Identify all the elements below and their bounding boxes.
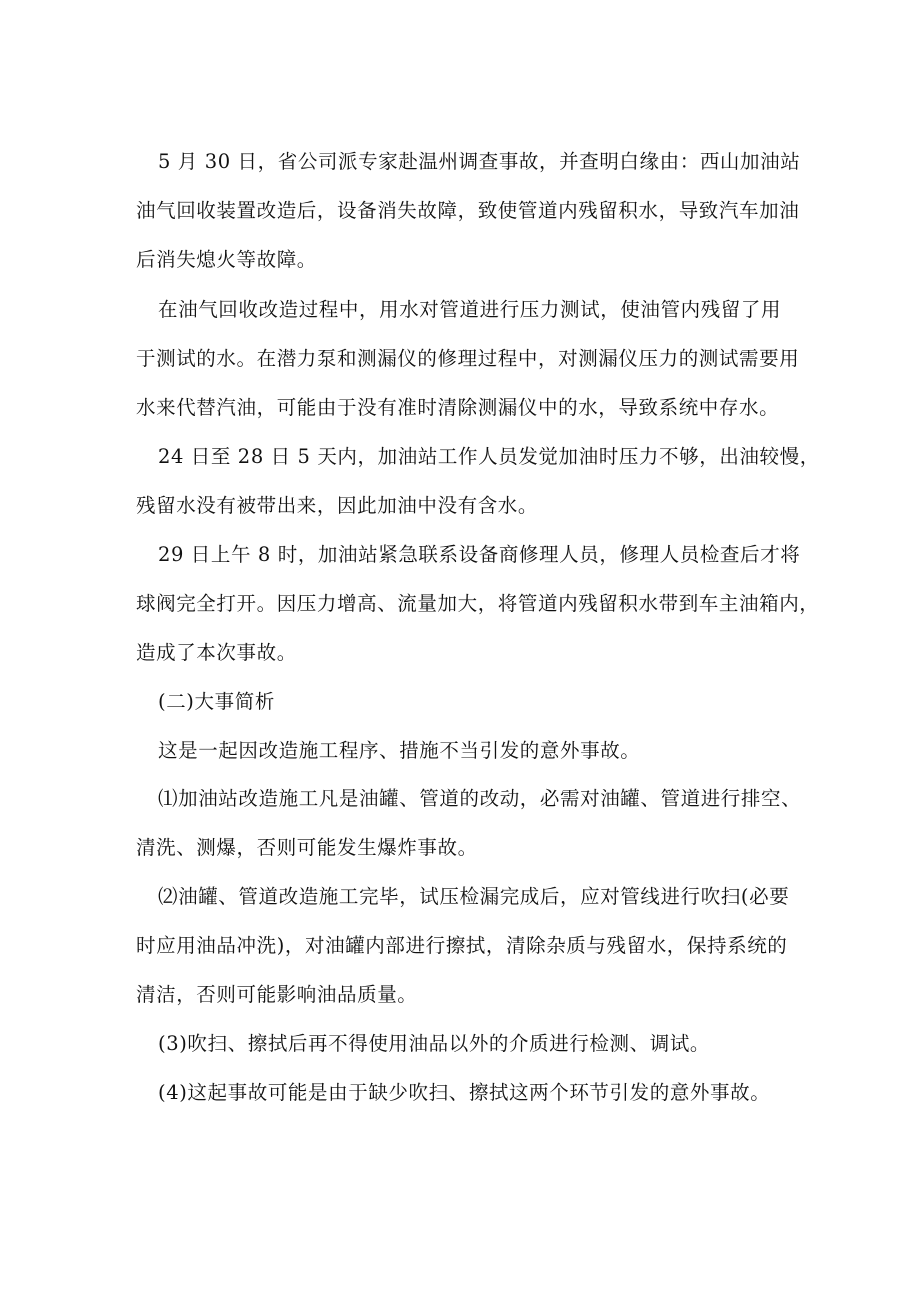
list-item-2 [136, 872, 788, 1019]
section-heading [136, 677, 788, 726]
paragraph-line: ⑵油罐、管道改造施工完毕，试压检漏完成后，应对管线进行吹扫(必要 [158, 885, 790, 908]
paragraph-6 [136, 726, 788, 775]
list-item-4 [136, 1068, 788, 1117]
paragraph-line: 造成了本次事故。 [136, 641, 297, 664]
paragraph-line: 在油气回收改造过程中，用水对管道进行压力测试，使油管内残留了用 [158, 298, 782, 321]
paragraph-line: 29 日上午 8 时，加油站紧急联系设备商修理人员，修理人员检查后才将 [158, 543, 801, 566]
paragraph-line: 24 日至 28 日 5 天内，加油站工作人员发觉加油时压力不够，出油较慢， [158, 445, 820, 468]
paragraph-line: 5 月 30 日，省公司派专家赴温州调查事故，并查明白缘由：西山加油站 [158, 150, 801, 173]
list-item-1 [136, 774, 802, 872]
paragraph-line: 水来代替汽油，可能由于没有准时清除测漏仪中的水，导致系统中存水。 [136, 396, 780, 419]
paragraph-line: 于测试的水。在潜力泵和测漏仪的修理过程中，对测漏仪压力的测试需要用 [136, 347, 800, 370]
paragraph-line: 残留水没有被带出来，因此加油中没有含水。 [136, 494, 539, 517]
paragraph-line: 清洗、测爆，否则可能发生爆炸事故。 [136, 836, 478, 859]
paragraph-line: 油气回收装置改造后，设备消失故障，致使管道内残留积水，导致汽车加油 [136, 199, 800, 222]
paragraph-line: (3)吹扫、擦拭后再不得使用油品以外的介质进行检测、调试。 [158, 1032, 711, 1055]
heading-line: (二)大事简析 [158, 690, 275, 713]
paragraph-line: (4)这起事故可能是由于缺少吹扫、擦拭这两个环节引发的意外事故。 [158, 1081, 771, 1104]
paragraph-line: 时应用油品冲洗)，对油罐内部进行擦拭，清除杂质与残留水，保持系统的 [136, 934, 788, 957]
paragraph-line: 清洁，否则可能影响油品质量。 [136, 983, 418, 1006]
paragraph-line: 球阀完全打开。因压力增高、流量加大，将管道内残留积水带到车主油箱内， [136, 592, 820, 615]
paragraph-4 [136, 530, 820, 677]
paragraph-line: ⑴加油站改造施工凡是油罐、管道的改动，必需对油罐、管道进行排空、 [158, 787, 802, 810]
paragraph-line: 后消失熄火等故障。 [136, 248, 317, 271]
paragraph-3 [136, 432, 820, 530]
paragraph-2 [136, 285, 800, 432]
paragraph-line: 这是一起因改造施工程序、措施不当引发的意外事故。 [158, 739, 641, 762]
paragraph-1 [136, 137, 801, 284]
list-item-3 [136, 1019, 788, 1068]
